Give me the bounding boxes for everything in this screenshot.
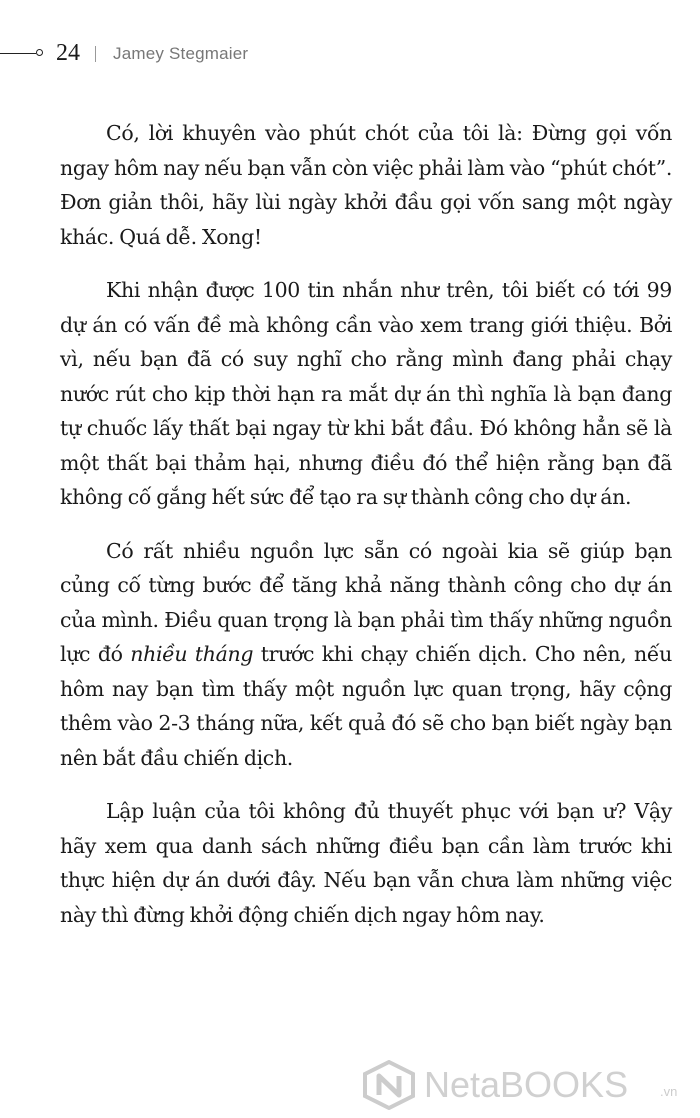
watermark: [362, 1060, 692, 1110]
paragraph-3-part-1: Có rất nhiều nguồn lực sẵn có ngoài kia sẽ giúp bạn củng cố từng bước để tăng khả năng thành công cho dự án của mình. Điều quan trọng là bạn phải tìm thấy những nguồn lực đó: [60, 538, 672, 666]
watermark-suffix: .vn: [660, 1084, 678, 1099]
paragraph-2: Khi nhận được 100 tin nhắn như trên, tôi biết có tới 99 dự án có vấn đề mà không cần vào xem trang giới thiệu. Bởi vì, nếu bạn đã có suy nghĩ cho rằng mình đang phải chạy nước rút cho kịp thời hạn ra mắt dự án thì nghĩa là bạn đang tự chuốc lấy thất bại ngay từ khi bắt đầu. Đó không hẳn sẽ là một thất bại thảm hại, nhưng điều đó thể hiện rằng bạn đã không cố gắng hết sức để tạo ra sự thành công cho dự án.: [60, 278, 672, 509]
page-number: 24: [56, 40, 80, 66]
paragraph-4: Lập luận của tôi không đủ thuyết phục với bạn ư? Vậy hãy xem qua danh sách những điều bạn cần làm trước khi thực hiện dự án dưới đây. Nếu bạn vẫn chưa làm những việc này thì đừng khởi động chiến dịch ngay hôm nay.: [60, 799, 672, 927]
header-ornament-dot: [36, 49, 43, 56]
header-rule: [0, 53, 36, 54]
running-head-author: Jamey Stegmaier: [113, 44, 249, 63]
paragraph-1: Có, lời khuyên vào phút chót của tôi là: Đừng gọi vốn ngay hôm nay nếu bạn vẫn còn việc phải làm vào “phút chót”. Đơn giản thôi, hãy lùi ngày khởi đầu gọi vốn sang một ngày khác. Quá dễ. Xong!: [60, 121, 672, 249]
header-separator: [95, 46, 96, 62]
paragraph-3-emphasis: nhiều tháng: [130, 642, 254, 666]
paragraph-3: [60, 534, 672, 776]
paragraph-3-part-2: trước khi chạy chiến dịch. Cho nên, nếu hôm nay bạn tìm thấy một nguồn lực quan trọng, hãy cộng thêm vào 2-3 tháng nữa, kết quả đó sẽ cho bạn biết ngày bạn nên bắt đầu chiến dịch.: [60, 642, 672, 770]
page-body: [60, 116, 672, 951]
netabooks-logo-icon: [362, 1060, 416, 1110]
page-header: [0, 38, 700, 72]
watermark-brand: NetaBOOKS: [424, 1064, 629, 1105]
